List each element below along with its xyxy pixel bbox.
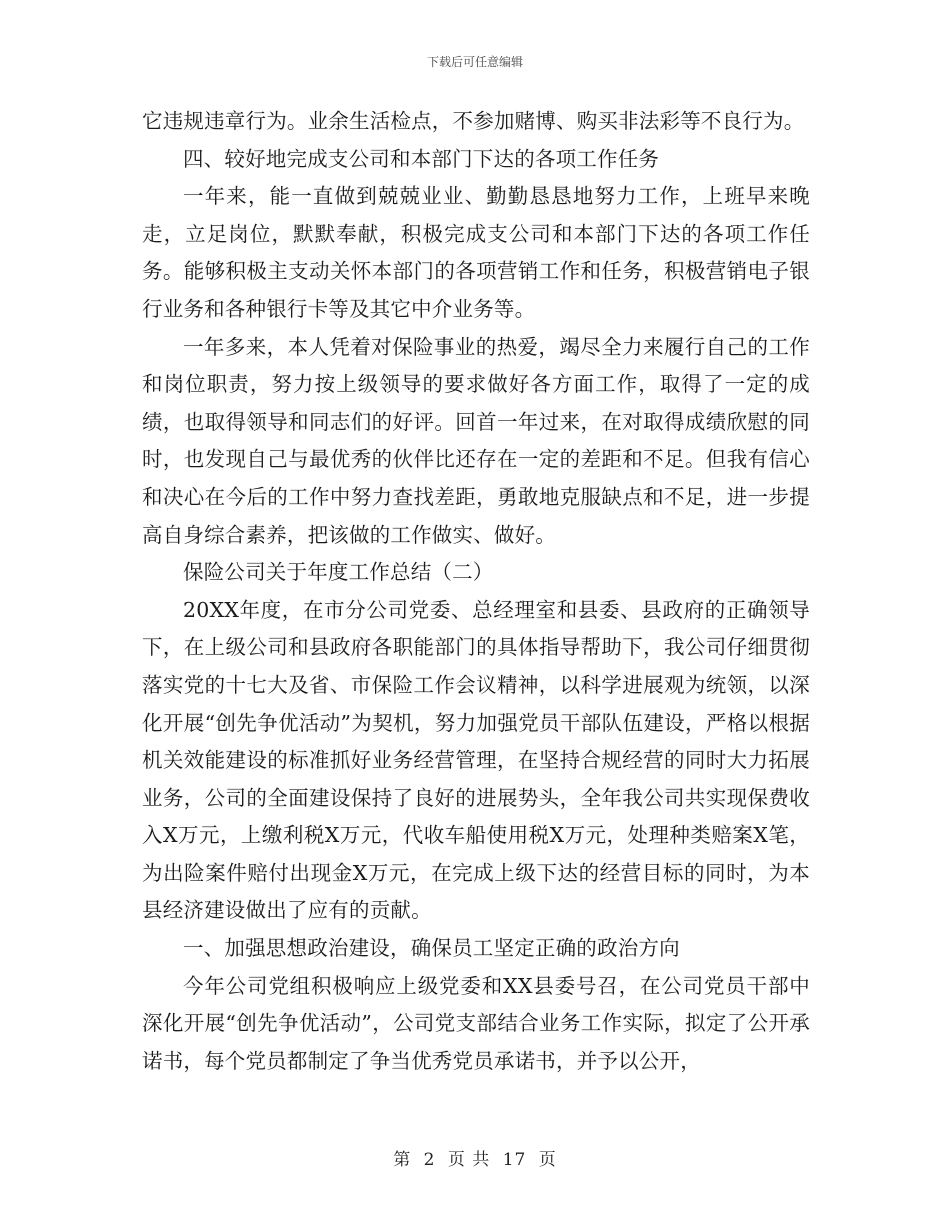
current-page-number: 2 [423, 1150, 436, 1170]
document-body [142, 103, 810, 1080]
paragraph-annual-overview: 20XX年度，在市分公司党委、总经理室和县委、县政府的正确领导下，在上级公司和县政府各职能部门的具体指导帮助下，我公司仔细贯彻落实党的十七大及省、市保险工作会议精神，以科学进展观为统领，以深化开展“创先争优活动”为契机，努力加强党员干部队伍建设，严格以根据机关效能建设的标准抓好业务经营管理，在坚持合规经营的同时大力拓展业务，公司的全面建设保持了良好的进展势头，全年我公司共实现保费收入X万元，上缴利税X万元，代收车船使用税X万元，处理种类赔案X笔，为出险案件赔付出现金X万元，在完成上级下达的经营目标的同时，为本县经济建设做出了应有的贡献。 [142, 597, 810, 923]
paragraph-summary: 一年多来，本人凭着对保险事业的热爱，竭尽全力来履行自己的工作和岗位职责，努力按上级领导的要求做好各方面工作，取得了一定的成绩，也取得领导和同志们的好评。回首一年过来，在对取得成绩欣慰的同时，也发现自己与最优秀的伙伴比还存在一定的差距和不足。但我有信心和决心在今后的工作中努力查找差距，勇敢地克服缺点和不足，进一步提高自身综合素养，把该做的工作做实、做好。 [142, 334, 810, 547]
document-subtitle: 保险公司关于年度工作总结（二） [183, 560, 494, 585]
page-header: 下载后可任意编辑 [426, 55, 523, 69]
footer-suffix: 页 [538, 1150, 557, 1170]
paragraph-work-tasks: 一年来，能一直做到兢兢业业、勤勤恳恳地努力工作，上班早来晚走，立足岗位，默默奉献，积极完成支公司和本部门下达的各项工作任务。能够积极主支动关怀本部门的各项营销工作和任务，积极营销电子银行业务和各种银行卡等及其它中介业务等。 [142, 184, 810, 321]
paragraph-party-building: 今年公司党组积极响应上级党委和XX县委号召，在公司党员干部中深化开展“创先争优活动”，公司党支部结合业务工作实际，拟定了公开承诺书，每个党员都制定了争当优秀党员承诺书，并予以公开， [142, 973, 810, 1073]
section-heading-1: 一、加强思想政治建设，确保员工坚定正确的政治方向 [183, 936, 680, 961]
section-heading-4: 四、较好地完成支公司和本部门下达的各项工作任务 [183, 146, 660, 171]
page-number-footer [0, 1145, 950, 1170]
footer-middle: 页 共 [447, 1150, 491, 1170]
total-page-count: 17 [502, 1150, 527, 1170]
footer-prefix: 第 [393, 1150, 412, 1170]
paragraph-continuation: 它违规违章行为。业余生活检点，不参加赌博、购买非法彩等不良行为。 [142, 109, 805, 133]
